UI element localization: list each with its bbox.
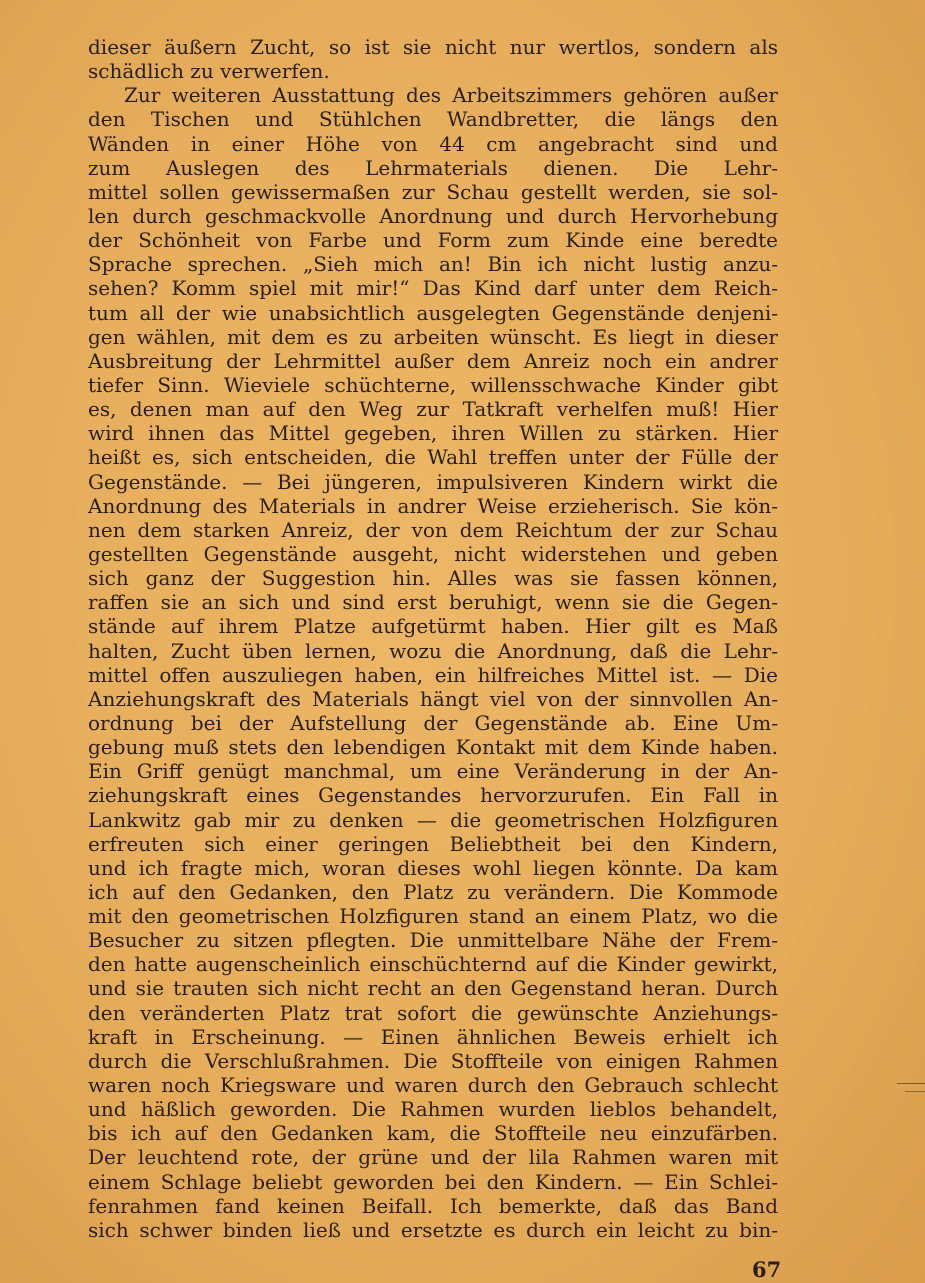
text-line: waren noch Kriegsware und waren durch den Gebrauch schlecht xyxy=(88,1073,778,1098)
text-line: nen dem starken Anreiz, der von dem Reichtum der zur Schau xyxy=(88,517,778,542)
text-line: es, denen man auf den Weg zur Tatkraft verhelfen muß! Hier xyxy=(88,397,778,422)
text-line: schädlich zu verwerfen. xyxy=(88,59,330,84)
text-line: Sprache sprechen. „Sieh mich an! Bin ich nicht lustig anzu- xyxy=(88,252,778,277)
text-line: dieser äußern Zucht, so ist sie nicht nur wertlos, sondern als xyxy=(88,35,778,59)
text-line: Anordnung des Materials in andrer Weise erzieherisch. Sie kön- xyxy=(88,493,778,518)
text-line: zum Auslegen des Lehrmaterials dienen. Die Lehr- xyxy=(88,155,778,180)
text-line: sich ganz der Suggestion hin. Alles was sie fassen können, xyxy=(88,566,778,591)
text-line: Wänden in einer Höhe von 44 cm angebracht sind und xyxy=(88,131,778,156)
text-line: mit den geometrischen Holzfiguren stand an einem Platz, wo die xyxy=(88,904,778,929)
text-line: den hatte augenscheinlich einschüchternd auf die Kinder gewirkt, xyxy=(88,952,778,977)
text-line: Ausbreitung der Lehrmittel außer dem Anreiz noch ein andrer xyxy=(88,348,778,373)
edge-mark xyxy=(905,1091,925,1092)
text-line: und häßlich geworden. Die Rahmen wurden lieblos behandelt, xyxy=(88,1097,778,1122)
text-line: sehen? Komm spiel mit mir!“ Das Kind darf unter dem Reich- xyxy=(88,276,778,301)
text-line: und ich fragte mich, woran dieses wohl liegen könnte. Da kam xyxy=(88,855,778,880)
text-line: der Schönheit von Farbe und Form zum Kinde eine beredte xyxy=(88,228,778,253)
text-line: Anziehungskraft des Materials hängt viel von der sinnvollen An- xyxy=(88,686,778,711)
text-line: sich schwer binden ließ und ersetzte es durch ein leicht zu bin- xyxy=(88,1217,778,1242)
text-line: mittel sollen gewissermaßen zur Schau gestellt werden, sie sol- xyxy=(88,179,778,204)
text-line: raffen sie an sich und sind erst beruhigt, wenn sie die Gegen- xyxy=(88,590,778,615)
text-line: und sie trauten sich nicht recht an den Gegenstand heran. Durch xyxy=(88,976,778,1001)
text-line: fenrahmen fand keinen Beifall. Ich bemerkte, daß das Band xyxy=(88,1193,778,1218)
text-line: Lankwitz gab mir zu denken — die geometrischen Holzfiguren xyxy=(88,807,778,832)
edge-mark xyxy=(897,1083,925,1084)
text-line: Gegenstände. — Bei jüngeren, impulsiveren Kindern wirkt die xyxy=(88,469,778,494)
text-line: mittel offen auszuliegen haben, ein hilfreiches Mittel ist. — Die xyxy=(88,662,778,687)
text-line: wird ihnen das Mittel gegeben, ihren Willen zu stärken. Hier xyxy=(88,421,778,446)
body-text xyxy=(88,35,778,1242)
text-line: len durch geschmackvolle Anordnung und durch Hervorhebung xyxy=(88,203,778,228)
text-line: tum all der wie unabsichtlich ausgelegten Gegenstände denjeni- xyxy=(88,300,778,325)
text-line: gestellten Gegenstände ausgeht, nicht widerstehen und geben xyxy=(88,541,778,566)
text-line: stände auf ihrem Platze aufgetürmt haben. Hier gilt es Maß xyxy=(88,614,778,639)
text-line: den Tischen und Stühlchen Wandbretter, die längs den xyxy=(88,107,778,132)
text-line: tiefer Sinn. Wieviele schüchterne, willensschwache Kinder gibt xyxy=(88,372,778,397)
text-line: Ein Griff genügt manchmal, um eine Veränderung in der An- xyxy=(88,759,778,784)
text-line: durch die Verschlußrahmen. Die Stoffteile von einigen Rahmen xyxy=(88,1048,778,1073)
text-line: ordnung bei der Aufstellung der Gegenstände ab. Eine Um- xyxy=(88,710,778,735)
text-line: gen wählen, mit dem es zu arbeiten wünscht. Es liegt in dieser xyxy=(88,324,778,349)
text-line: ziehungskraft eines Gegenstandes hervorzurufen. Ein Fall in xyxy=(88,783,778,808)
text-line: kraft in Erscheinung. — Einen ähnlichen Beweis erhielt ich xyxy=(88,1024,778,1049)
text-line: halten, Zucht üben lernen, wozu die Anordnung, daß die Lehr- xyxy=(88,638,778,663)
text-line: Der leuchtend rote, der grüne und der lila Rahmen waren mit xyxy=(88,1145,778,1170)
text-line: einem Schlage beliebt geworden bei den Kindern. — Ein Schlei- xyxy=(88,1169,778,1194)
text-line: gebung muß stets den lebendigen Kontakt mit dem Kinde haben. xyxy=(88,735,778,760)
text-line: Besucher zu sitzen pflegten. Die unmittelbare Nähe der Frem- xyxy=(88,928,778,953)
page-number: 67 xyxy=(752,1257,782,1282)
text-line: Zur weiteren Ausstattung des Arbeitszimmers gehören außer xyxy=(124,83,778,108)
text-line: erfreuten sich einer geringen Beliebtheit bei den Kindern, xyxy=(88,831,778,856)
text-line: den veränderten Platz trat sofort die gewünschte Anziehungs- xyxy=(88,1000,778,1025)
text-line: ich auf den Gedanken, den Platz zu verändern. Die Kommode xyxy=(88,879,778,904)
text-line: heißt es, sich entscheiden, die Wahl treffen unter der Fülle der xyxy=(88,445,778,470)
text-line: bis ich auf den Gedanken kam, die Stoffteile neu einzufärben. xyxy=(88,1121,778,1146)
